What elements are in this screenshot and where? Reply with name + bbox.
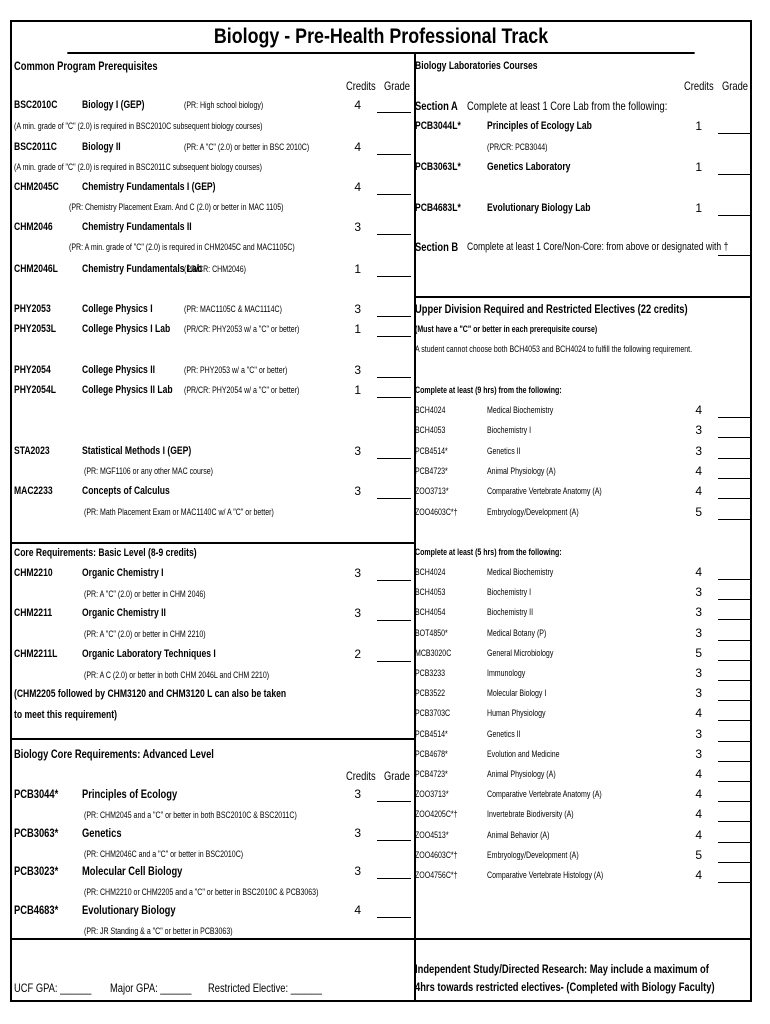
elective-credits: 3 bbox=[695, 686, 702, 701]
course-prereq: (PR: A min. grade of "C" (2.0) is required in CHM2045C and MAC1105C) bbox=[69, 242, 295, 252]
course-name: Molecular Cell Biology bbox=[82, 864, 183, 878]
elective-code: PCB4514* bbox=[415, 728, 448, 739]
grade-blank[interactable] bbox=[718, 478, 750, 479]
elective-name: Animal Physiology (A) bbox=[487, 465, 556, 476]
elective-credits: 3 bbox=[695, 666, 702, 680]
ucf-gpa-field[interactable]: UCF GPA: ______ bbox=[14, 981, 92, 995]
grade-blank[interactable] bbox=[718, 801, 750, 802]
course-credits: 3 bbox=[354, 787, 361, 801]
grade-blank[interactable] bbox=[718, 680, 750, 681]
grade-blank[interactable] bbox=[377, 336, 411, 337]
elective-credits: 3 bbox=[695, 726, 702, 741]
credits-header: Credits bbox=[684, 79, 714, 93]
elective-credits: 3 bbox=[695, 746, 702, 761]
course-credits: 2 bbox=[354, 647, 361, 661]
course-credits: 4 bbox=[354, 180, 361, 194]
grade-blank[interactable] bbox=[718, 458, 750, 459]
course-credits: 1 bbox=[354, 383, 361, 397]
course-prereq: (PR: A "C" (2.0) or better in CHM 2210) bbox=[84, 629, 206, 639]
elective-code: PCB3703C bbox=[415, 708, 451, 719]
course-code: MAC2233 bbox=[14, 485, 53, 497]
course-name: Organic Chemistry II bbox=[82, 607, 166, 619]
course-prereq: (PR: A C (2.0) or better in both CHM 2046L and CHM 2210) bbox=[84, 670, 270, 680]
grade-blank[interactable] bbox=[718, 882, 750, 883]
course-prereq: (PR: CHM2045 and a "C" or better in both BSC2010C & BSC2011C) bbox=[84, 810, 297, 820]
elective-code: PCB4514* bbox=[415, 445, 448, 456]
course-code: CHM2211 bbox=[14, 607, 53, 619]
lab-code: PCB4683L* bbox=[415, 202, 461, 214]
course-name: Concepts of Calculus bbox=[82, 485, 170, 497]
section-a-label: Section A bbox=[415, 99, 458, 113]
course-prereq: (A min. grade of "C" (2.0) is required in BSC2011C subsequent biology courses) bbox=[14, 162, 262, 172]
elective-name: Comparative Vertebrate Anatomy (A) bbox=[487, 486, 602, 497]
course-code: PCB3044* bbox=[14, 787, 59, 801]
elective-credits: 4 bbox=[695, 868, 702, 882]
grade-blank[interactable] bbox=[377, 316, 411, 317]
course-prereq: (PR/CR: CHM2046) bbox=[184, 264, 247, 274]
group2-header: Complete at least (5 hrs) from the following: bbox=[415, 547, 562, 557]
elective-credits: 4 bbox=[695, 484, 702, 499]
divider-gpa bbox=[12, 938, 414, 940]
elective-code: MCB3020C bbox=[415, 647, 452, 658]
course-code: PHY2053L bbox=[14, 323, 56, 335]
elective-credits: 3 bbox=[695, 625, 702, 640]
grade-blank[interactable] bbox=[377, 661, 411, 662]
elective-name: Immunology bbox=[487, 668, 526, 678]
grade-blank[interactable] bbox=[377, 498, 411, 499]
major-gpa-field[interactable]: Major GPA: ______ bbox=[110, 981, 192, 995]
course-name: College Physics I bbox=[82, 303, 153, 315]
grade-blank[interactable] bbox=[377, 194, 411, 195]
course-prereq: (A min. grade of "C" (2.0) is required in BSC2010C subsequent biology courses) bbox=[14, 121, 263, 131]
course-prereq: (PR: A "C" (2.0) or better in BSC 2010C) bbox=[184, 142, 310, 152]
course-credits: 3 bbox=[354, 864, 361, 878]
grade-blank[interactable] bbox=[718, 174, 750, 175]
course-code: PCB3063* bbox=[14, 826, 59, 840]
course-name: Statistical Methods I (GEP) bbox=[82, 445, 192, 457]
course-code: CHM2046 bbox=[14, 221, 53, 233]
elective-credits: 4 bbox=[695, 807, 702, 822]
section-title-labs: Biology Laboratories Courses bbox=[415, 60, 538, 72]
course-name: Chemistry Fundamentals I (GEP) bbox=[82, 181, 216, 193]
elective-code: ZOO4756C*† bbox=[415, 870, 458, 880]
course-credits: 4 bbox=[354, 903, 361, 917]
grade-blank[interactable] bbox=[377, 397, 411, 398]
elective-credits: 5 bbox=[695, 847, 702, 862]
independent-study-note: 4hrs towards restricted electives- (Completed with Biology Faculty) bbox=[415, 980, 715, 994]
course-prereq: (PR/CR: PHY2054 w/ a "C" or better) bbox=[184, 385, 300, 395]
lab-credits: 1 bbox=[695, 119, 702, 133]
section-a-text: Complete at least 1 Core Lab from the following: bbox=[467, 99, 668, 113]
course-name: College Physics I Lab bbox=[82, 323, 171, 335]
course-credits: 4 bbox=[354, 140, 361, 154]
course-prereq: (PR: High school biology) bbox=[184, 100, 264, 110]
restricted-elective-field[interactable]: Restricted Elective: ______ bbox=[208, 981, 322, 995]
section-b-text: Complete at least 1 Core/Non-Core: from above or designated with † bbox=[467, 241, 729, 253]
elective-name: Comparative Vertebrate Histology (A) bbox=[487, 870, 604, 880]
course-credits: 3 bbox=[354, 363, 361, 377]
elective-credits: 3 bbox=[695, 443, 702, 458]
course-code: BSC2011C bbox=[14, 141, 57, 153]
elective-name: Human Physiology bbox=[487, 708, 546, 719]
grade-blank[interactable] bbox=[718, 215, 750, 216]
elective-credits: 4 bbox=[695, 403, 702, 417]
credits-header: Credits bbox=[346, 79, 376, 93]
course-prereq: (PR: PHY2053 w/ a "C" or better) bbox=[184, 365, 288, 375]
section-title-common: Common Program Prerequisites bbox=[14, 59, 158, 73]
elective-credits: 5 bbox=[695, 504, 702, 519]
elective-code: ZOO4603C*† bbox=[415, 849, 458, 860]
grade-blank[interactable] bbox=[377, 801, 411, 802]
elective-name: Genetics II bbox=[487, 728, 521, 739]
elective-code: BCH4054 bbox=[415, 607, 446, 618]
course-code: CHM2211L bbox=[14, 648, 58, 660]
elective-name: Animal Behavior (A) bbox=[487, 829, 550, 840]
credits-header: Credits bbox=[346, 769, 376, 783]
lab-name: Genetics Laboratory bbox=[487, 161, 571, 173]
elective-credits: 4 bbox=[695, 706, 702, 721]
elective-name: Biochemistry II bbox=[487, 607, 534, 618]
course-prereq: (PR: MAC1105C & MAC1114C) bbox=[184, 304, 282, 314]
grade-blank[interactable] bbox=[377, 234, 411, 235]
course-credits: 3 bbox=[354, 826, 361, 840]
divider-core-advanced bbox=[12, 738, 414, 740]
lab-code: PCB3044L* bbox=[415, 120, 461, 132]
elective-name: Molecular Biology I bbox=[487, 688, 547, 699]
elective-name: Biochemistry I bbox=[487, 587, 532, 598]
elective-credits: 4 bbox=[695, 565, 702, 579]
elective-name: Evolution and Medicine bbox=[487, 748, 560, 759]
grade-blank[interactable] bbox=[718, 761, 750, 762]
grade-blank[interactable] bbox=[377, 840, 411, 841]
elective-credits: 4 bbox=[695, 767, 702, 781]
form-frame bbox=[10, 20, 752, 1002]
section-b-label: Section B bbox=[415, 240, 459, 254]
course-name: College Physics II bbox=[82, 364, 155, 376]
course-code: CHM2210 bbox=[14, 567, 53, 579]
elective-code: BCH4053 bbox=[415, 425, 446, 436]
course-prereq: (PR: JR Standing & a "C" or better in PCB3063) bbox=[84, 926, 233, 936]
elective-credits: 4 bbox=[695, 463, 702, 478]
grade-blank[interactable] bbox=[377, 620, 411, 621]
grade-blank[interactable] bbox=[718, 519, 750, 520]
course-prereq: (PR: MGF1106 or any other MAC course) bbox=[84, 466, 214, 476]
grade-blank[interactable] bbox=[718, 700, 750, 701]
grade-blank[interactable] bbox=[377, 580, 411, 581]
elective-name: Medical Biochemistry bbox=[487, 567, 554, 577]
group1-header: Complete at least (9 hrs) from the following: bbox=[415, 385, 562, 395]
elective-code: ZOO4603C*† bbox=[415, 506, 458, 517]
elective-name: Animal Physiology (A) bbox=[487, 769, 556, 779]
course-code: PHY2054 bbox=[14, 364, 51, 376]
course-credits: 1 bbox=[354, 322, 361, 336]
grade-blank[interactable] bbox=[718, 437, 750, 438]
course-name: Evolutionary Biology bbox=[82, 903, 176, 917]
elective-credits: 3 bbox=[695, 585, 702, 600]
grade-blank[interactable] bbox=[718, 498, 750, 499]
course-credits: 3 bbox=[354, 220, 361, 234]
elective-name: Invertebrate Biodiversity (A) bbox=[487, 809, 574, 820]
course-name: Chemistry Fundamentals II bbox=[82, 221, 192, 233]
elective-code: ZOO4205C*† bbox=[415, 809, 458, 820]
course-prereq: (PR: Chemistry Placement Exam. And C (2.0) or better in MAC 1105) bbox=[69, 202, 284, 212]
course-credits: 3 bbox=[354, 606, 361, 620]
grade-blank[interactable] bbox=[718, 862, 750, 863]
divider-upper bbox=[416, 296, 750, 298]
course-code: PHY2053 bbox=[14, 303, 51, 315]
elective-name: Embryology/Development (A) bbox=[487, 849, 579, 860]
course-name: Organic Chemistry I bbox=[82, 567, 164, 579]
grade-blank[interactable] bbox=[718, 741, 750, 742]
grade-blank[interactable] bbox=[718, 660, 750, 661]
course-prereq: (PR: CHM2210 or CHM2205 and a "C" or better in BSC2010C & PCB3063) bbox=[84, 887, 319, 897]
section-title-core-advanced: Biology Core Requirements: Advanced Level bbox=[14, 747, 214, 761]
course-prereq: (PR/CR: PHY2053 w/ a "C" or better) bbox=[184, 324, 300, 334]
lab-code: PCB3063L* bbox=[415, 161, 461, 173]
course-name: Organic Laboratory Techniques I bbox=[82, 648, 216, 660]
lab-credits: 1 bbox=[695, 201, 702, 215]
grade-blank[interactable] bbox=[377, 112, 411, 113]
course-code: PCB3023* bbox=[14, 864, 59, 878]
elective-code: ZOO3713* bbox=[415, 789, 449, 800]
elective-code: BCH4024 bbox=[415, 405, 446, 415]
upper-note: A student cannot choose both BCH4053 and BCH4024 to fulfill the following requirement. bbox=[415, 344, 693, 354]
elective-name: General Microbiology bbox=[487, 647, 554, 658]
grade-header: Grade bbox=[384, 769, 411, 783]
grade-blank[interactable] bbox=[377, 276, 411, 277]
elective-credits: 4 bbox=[695, 827, 702, 842]
grade-blank[interactable] bbox=[718, 842, 750, 843]
grade-blank[interactable] bbox=[718, 133, 750, 134]
elective-code: BCH4053 bbox=[415, 587, 446, 598]
course-credits: 4 bbox=[354, 98, 361, 112]
elective-credits: 5 bbox=[695, 645, 702, 660]
section-title-upper: Upper Division Required and Restricted Electives (22 credits) bbox=[415, 302, 688, 316]
elective-name: Medical Botany (P) bbox=[487, 627, 547, 638]
course-name: Principles of Ecology bbox=[82, 787, 178, 801]
course-credits: 3 bbox=[354, 444, 361, 458]
upper-subtitle: (Must have a "C" or better in each prerequisite course) bbox=[415, 324, 598, 334]
elective-code: PCB4723* bbox=[415, 465, 448, 476]
elective-code: BOT4850* bbox=[415, 627, 448, 638]
grade-blank[interactable] bbox=[377, 917, 411, 918]
independent-study-note: Independent Study/Directed Research: May include a maximum of bbox=[415, 962, 709, 976]
course-prereq: (PR: Math Placement Exam or MAC1140C w/ A "C" or better) bbox=[84, 507, 274, 517]
elective-credits: 3 bbox=[695, 423, 702, 438]
elective-name: Medical Biochemistry bbox=[487, 405, 554, 415]
core-basic-footnote: (CHM2205 followed by CHM3120 and CHM3120 L can also be taken bbox=[14, 688, 287, 700]
course-code: PHY2054L bbox=[14, 384, 56, 396]
elective-code: ZOO3713* bbox=[415, 486, 449, 497]
course-code: CHM2045C bbox=[14, 181, 59, 193]
elective-name: Genetics II bbox=[487, 445, 521, 456]
grade-blank[interactable] bbox=[377, 458, 411, 459]
grade-header: Grade bbox=[384, 79, 411, 93]
course-prereq: (PR: A "C" (2.0) or better in CHM 2046) bbox=[84, 589, 206, 599]
core-basic-footnote: to meet this requirement) bbox=[14, 709, 117, 721]
grade-blank[interactable] bbox=[377, 878, 411, 879]
grade-blank[interactable] bbox=[377, 154, 411, 155]
elective-credits: 3 bbox=[695, 605, 702, 620]
grade-blank[interactable] bbox=[718, 619, 750, 620]
course-credits: 3 bbox=[354, 566, 361, 580]
course-code: PCB4683* bbox=[14, 903, 59, 917]
grade-blank[interactable] bbox=[718, 821, 750, 822]
lab-credits: 1 bbox=[695, 160, 702, 174]
course-name: Chemistry Fundamentals Lab bbox=[82, 263, 203, 275]
course-prereq: (PR: CHM2046C and a "C" or better in BSC2010C) bbox=[84, 849, 244, 859]
lab-prereq: (PR/CR: PCB3044) bbox=[487, 142, 548, 152]
elective-code: PCB3522 bbox=[415, 688, 446, 699]
elective-code: PCB4678* bbox=[415, 748, 448, 759]
course-code: STA2023 bbox=[14, 445, 50, 457]
section-title-core-basic: Core Requirements: Basic Level (8-9 credits) bbox=[14, 547, 197, 559]
grade-blank[interactable] bbox=[718, 720, 750, 721]
course-credits: 1 bbox=[354, 262, 361, 276]
course-name: Biology I (GEP) bbox=[82, 99, 145, 111]
grade-blank[interactable] bbox=[718, 579, 750, 580]
elective-code: ZOO4513* bbox=[415, 829, 449, 840]
course-name: Genetics bbox=[82, 826, 122, 840]
grade-blank[interactable] bbox=[718, 640, 750, 641]
divider-independent bbox=[416, 938, 750, 940]
elective-code: PCB3233 bbox=[415, 668, 446, 678]
page-title: Biology - Pre-Health Professional Track bbox=[67, 22, 694, 54]
lab-name: Evolutionary Biology Lab bbox=[487, 202, 591, 214]
elective-credits: 4 bbox=[695, 787, 702, 802]
course-code: BSC2010C bbox=[14, 99, 58, 111]
course-code: CHM2046L bbox=[14, 263, 58, 275]
elective-name: Comparative Vertebrate Anatomy (A) bbox=[487, 789, 602, 800]
course-credits: 3 bbox=[354, 302, 361, 316]
grade-header: Grade bbox=[722, 79, 749, 93]
grade-blank[interactable] bbox=[718, 781, 750, 782]
grade-blank[interactable] bbox=[377, 377, 411, 378]
elective-code: BCH4024 bbox=[415, 567, 446, 577]
course-name: College Physics II Lab bbox=[82, 384, 173, 396]
elective-code: PCB4723* bbox=[415, 769, 448, 779]
course-name: Biology II bbox=[82, 141, 121, 153]
grade-blank[interactable] bbox=[718, 255, 750, 256]
grade-blank[interactable] bbox=[718, 417, 750, 418]
elective-name: Embryology/Development (A) bbox=[487, 506, 579, 517]
lab-name: Principles of Ecology Lab bbox=[487, 120, 592, 132]
divider-core-basic bbox=[12, 542, 414, 544]
grade-blank[interactable] bbox=[718, 599, 750, 600]
course-credits: 3 bbox=[354, 484, 361, 498]
elective-name: Biochemistry I bbox=[487, 425, 532, 436]
